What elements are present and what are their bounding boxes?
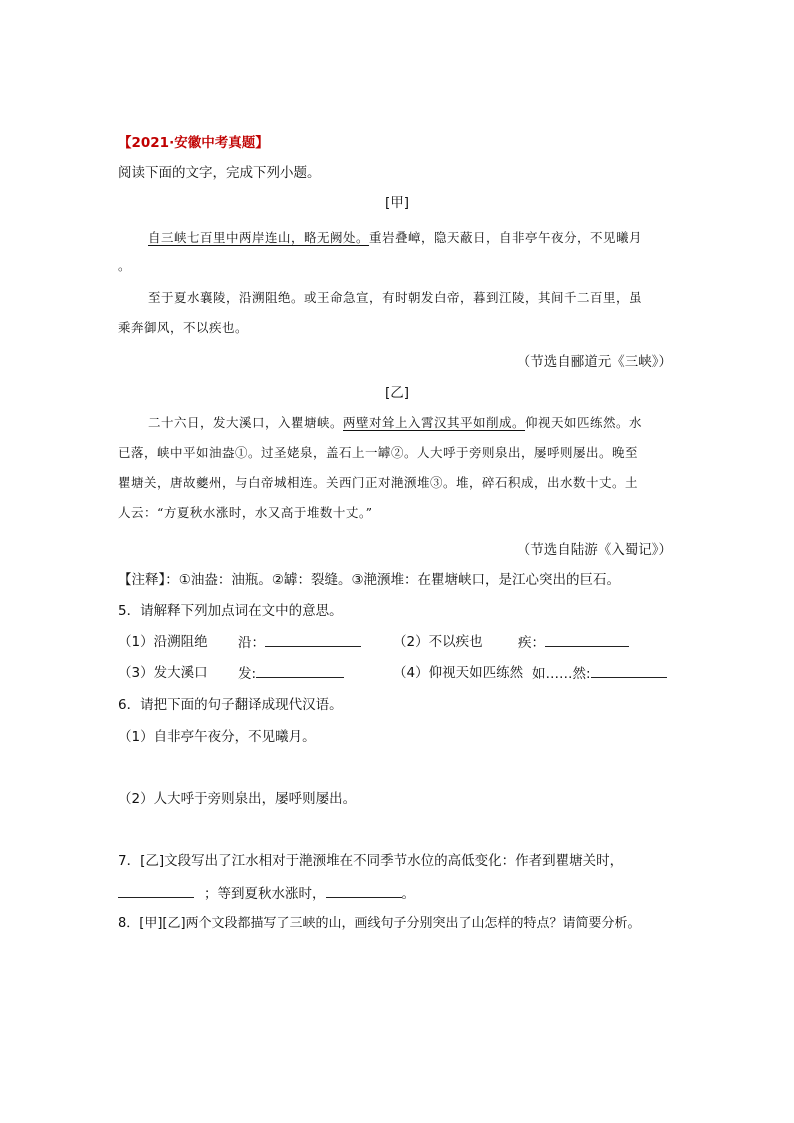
q5-item-3-blank[interactable] bbox=[256, 663, 344, 678]
q5-item-3 bbox=[118, 663, 208, 683]
q5-item-2-phrase: （2）不以疾也 bbox=[393, 634, 483, 650]
passage-b-label: [乙] bbox=[384, 385, 410, 401]
q5-item-3-word: 发: bbox=[238, 666, 257, 682]
notes: 【注释】：①油盎：油瓶。②罅：裂缝。③滟滪堆：在瞿塘峡口，是江心突出的巨石。 bbox=[118, 572, 621, 588]
q7-blank-2[interactable] bbox=[326, 883, 402, 898]
q5-item-2 bbox=[393, 632, 483, 652]
q5-item-3-answer bbox=[238, 663, 344, 684]
source-tag: 【2021·安徽中考真题】 bbox=[118, 135, 269, 151]
q5-item-1-word: 沿： bbox=[238, 635, 265, 651]
q5-item-2-word: 疾： bbox=[518, 635, 545, 651]
q5-item-4-answer bbox=[532, 663, 667, 684]
q5-item-1-phrase: （1）沿溯阻绝 bbox=[118, 634, 208, 650]
q5-item-2-answer bbox=[518, 632, 629, 653]
q5-item-4-blank[interactable] bbox=[591, 663, 667, 678]
passage-b-line2: 已落，峡中平如油盎①。过圣姥泉，盖石上一罅②。人大呼于旁则泉出，屡呼则屡出。晚至 bbox=[118, 445, 639, 460]
q5-item-4 bbox=[393, 663, 523, 683]
q6-item-1: （1）自非亭午夜分，不见曦月。 bbox=[118, 729, 316, 745]
passage-a-label: [甲] bbox=[384, 195, 410, 211]
passage-b-source: （节选自陆游《入蜀记》） bbox=[516, 542, 672, 558]
q5-item-4-word: 如……然: bbox=[532, 666, 591, 682]
passage-b-line1-b: 仰视天如匹练然。水 bbox=[525, 415, 643, 430]
q6-stem: 6．请把下面的句子翻译成现代汉语。 bbox=[118, 697, 343, 713]
q5-item-3-phrase: （3）发大溪口 bbox=[118, 665, 208, 681]
instruction: 阅读下面的文字，完成下列小题。 bbox=[118, 165, 321, 181]
passage-a-source: （节选自郦道元《三峡》） bbox=[516, 354, 672, 370]
passage-b-line1-a: 二十六日，发大溪口，入瞿塘峡。 bbox=[148, 415, 344, 430]
q5-item-2-blank[interactable] bbox=[545, 632, 629, 647]
q5-item-4-phrase: （4）仰视天如匹练然 bbox=[393, 665, 524, 681]
q5-stem: 5．请解释下列加点词在文中的意思。 bbox=[118, 603, 343, 619]
q7-mid: ；等到夏秋水涨时， bbox=[204, 886, 326, 902]
passage-b-line1 bbox=[148, 413, 642, 433]
passage-a-p1-end: 。 bbox=[118, 258, 132, 273]
passage-b-line4: 人云：“方夏秋水涨时，水又高于堆数十丈。” bbox=[118, 505, 373, 520]
q7-end: 。 bbox=[401, 886, 415, 902]
q5-item-1-blank[interactable] bbox=[265, 632, 361, 647]
q5-item-1 bbox=[118, 632, 208, 652]
underlined-sentence-a: 自三峡七百里中两岸连山，略无阙处。 bbox=[148, 230, 370, 245]
passage-a-p2-line2: 乘奔御风，不以疾也。 bbox=[118, 320, 249, 335]
passage-a-p1-rest: 重岩叠嶂，隐天蔽日，自非亭午夜分，不见曦月 bbox=[369, 230, 643, 245]
passage-b-line3: 瞿塘关，唐故夔州，与白帝城相连。关西门正对滟滪堆③。堆，碎石积成，出水数十丈。土 bbox=[118, 475, 639, 490]
passage-a-p1 bbox=[148, 228, 642, 248]
underlined-sentence-b: 两壁对耸上入霄汉其平如削成。 bbox=[343, 415, 526, 430]
q6-item-2: （2）人大呼于旁则泉出，屡呼则屡出。 bbox=[118, 791, 357, 807]
q7-blank-1[interactable] bbox=[118, 883, 194, 898]
passage-a-p2-line1: 至于夏水襄陵，沿溯阻绝。或王命急宣，有时朝发白帝，暮到江陵，其间千二百里，虽 bbox=[148, 290, 643, 305]
q7-answers bbox=[118, 883, 415, 904]
q8-stem: 8．[甲][乙]两个文段都描写了三峡的山，画线句子分别突出了山怎样的特点？请简要分析。 bbox=[118, 916, 641, 931]
q5-item-1-answer bbox=[238, 632, 361, 653]
q7-stem: 7．[乙]文段写出了江水相对于滟滪堆在不同季节水位的高低变化：作者到瞿塘关时， bbox=[118, 853, 624, 869]
